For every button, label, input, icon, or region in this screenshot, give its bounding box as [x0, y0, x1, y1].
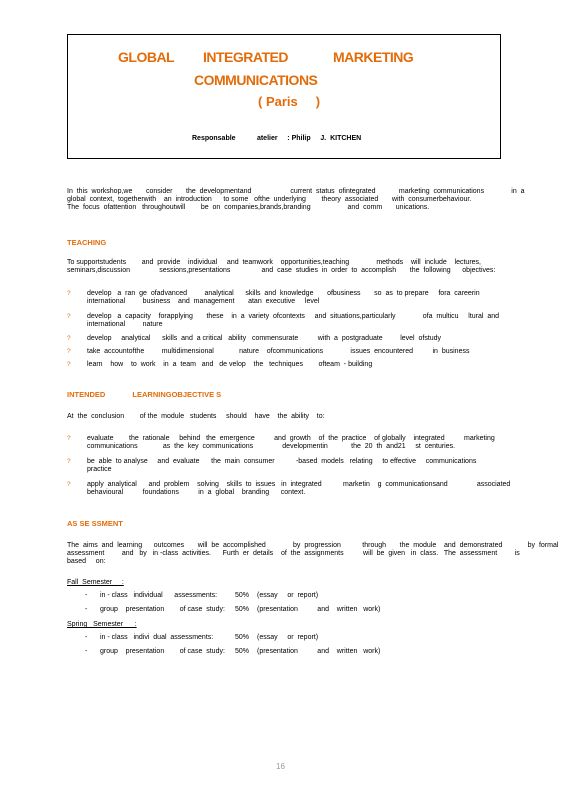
teaching-paragraph [67, 259, 501, 275]
title-location: ( Paris ) [258, 94, 321, 109]
bullet-text: apply analytical and problem solving skills to issues in integrated marketin g communicationsand associated [87, 481, 511, 488]
assessment-paragraph [67, 542, 559, 566]
bullet-text: develop analytical skills and a critical ability commensurate with a postgraduate level ofstudy [87, 335, 442, 342]
intro-paragraph [67, 188, 525, 212]
intro-line: global context, togetherwith an introduction to some ofthe underlying theory associated with consumerbehaviour. [67, 196, 472, 203]
intro-line: In this workshop,we consider the developmentand current status ofintegrated marketing communications in a [67, 188, 525, 195]
row-dash: - [85, 592, 88, 599]
row-format: (presentation and written work) [257, 606, 381, 613]
title-box [67, 34, 501, 159]
bullet-text: international nature [87, 321, 163, 328]
bullet-icon: ? [67, 313, 71, 320]
title-word-integrated: INTEGRATED [203, 49, 288, 65]
page-number: 16 [276, 762, 285, 771]
bullet-text: practice [87, 466, 112, 473]
title-communications: COMMUNICATIONS [194, 72, 318, 88]
bullet-text: take accountofthe multidimensional nature ofcommunications issues encountered in business [87, 348, 470, 355]
row-dash: - [85, 606, 88, 613]
bullet-text: develop a ran ge ofadvanced analytical skills and knowledge ofbusiness so as to prepare fora careerin [87, 290, 480, 297]
bullet-icon: ? [67, 348, 71, 355]
title-word-marketing: MARKETING [333, 49, 414, 65]
row-weight: 50% [235, 648, 250, 655]
bullet-icon: ? [67, 435, 71, 442]
row-item: group presentation of case study: [100, 606, 225, 613]
row-weight: 50% [235, 606, 250, 613]
assessment-line: The aims and learning outcomes will be accomplished by progression through the module and demonstrated by formal [67, 542, 559, 549]
bullet-icon: ? [67, 481, 71, 488]
bullet-icon: ? [67, 290, 71, 297]
row-format: (essay or report) [257, 592, 319, 599]
assessment-heading: AS SE SSMENT [67, 519, 123, 528]
teaching-heading: TEACHING [67, 238, 107, 247]
row-dash: - [85, 648, 88, 655]
row-weight: 50% [235, 634, 250, 641]
bullet-text: international business and management atan executive level [87, 298, 320, 305]
teaching-line: To supportstudents and provide individual and teamwork opportunities,teaching methods will include lectures, [67, 259, 481, 266]
objectives-paragraph: At the conclusion of the module students should have the ability to: [67, 413, 325, 420]
row-dash: - [85, 634, 88, 641]
bullet-text: evaluate the rationale behind the emergence and growth of the practice of globally integrated marketing [87, 435, 495, 442]
row-format: (essay or report) [257, 634, 319, 641]
title-word-global: GLOBAL [118, 49, 175, 65]
bullet-text: develop a capacity forapplying these in a variety ofcontexts and situations,particularly ofa multicu ltural and [87, 313, 500, 320]
bullet-text: behavioural foundations in a global branding context. [87, 489, 306, 496]
intro-line: The focus ofattention throughoutwill be on companies,brands,branding and comm unications. [67, 204, 430, 211]
row-item: in - class indivi dual assessments: [100, 634, 214, 641]
assessment-line: assessment and by in -class activities. Furth er details of the assignments will be given in class. The assessment is [67, 550, 520, 557]
spring-semester-label: Spring Semester : [67, 621, 137, 628]
bullet-text: learn how to work in a team and de velop the techniques ofteam - building [87, 361, 373, 368]
bullet-icon: ? [67, 361, 71, 368]
responsible-line: Responsable atelier : Philip J. KITCHEN [192, 135, 362, 142]
row-weight: 50% [235, 592, 250, 599]
bullet-icon: ? [67, 335, 71, 342]
row-item: group presentation of case study: [100, 648, 225, 655]
assessment-line: based on: [67, 558, 106, 565]
fall-semester-label: Fall Semester : [67, 579, 124, 586]
teaching-line: seminars,discussion sessions,presentations and case studies in order to accomplish the following objectives: [67, 267, 496, 274]
objectives-heading: INTENDED LEARNINGOBJECTIVE S [67, 390, 222, 399]
bullet-text: be able to analyse and evaluate the main consumer -based models relating to effective communications [87, 458, 477, 465]
bullet-icon: ? [67, 458, 71, 465]
row-item: in - class individual assessments: [100, 592, 218, 599]
bullet-text: communications as the key communications developmentin the 20 th and21 st centuries. [87, 443, 456, 450]
row-format: (presentation and written work) [257, 648, 381, 655]
